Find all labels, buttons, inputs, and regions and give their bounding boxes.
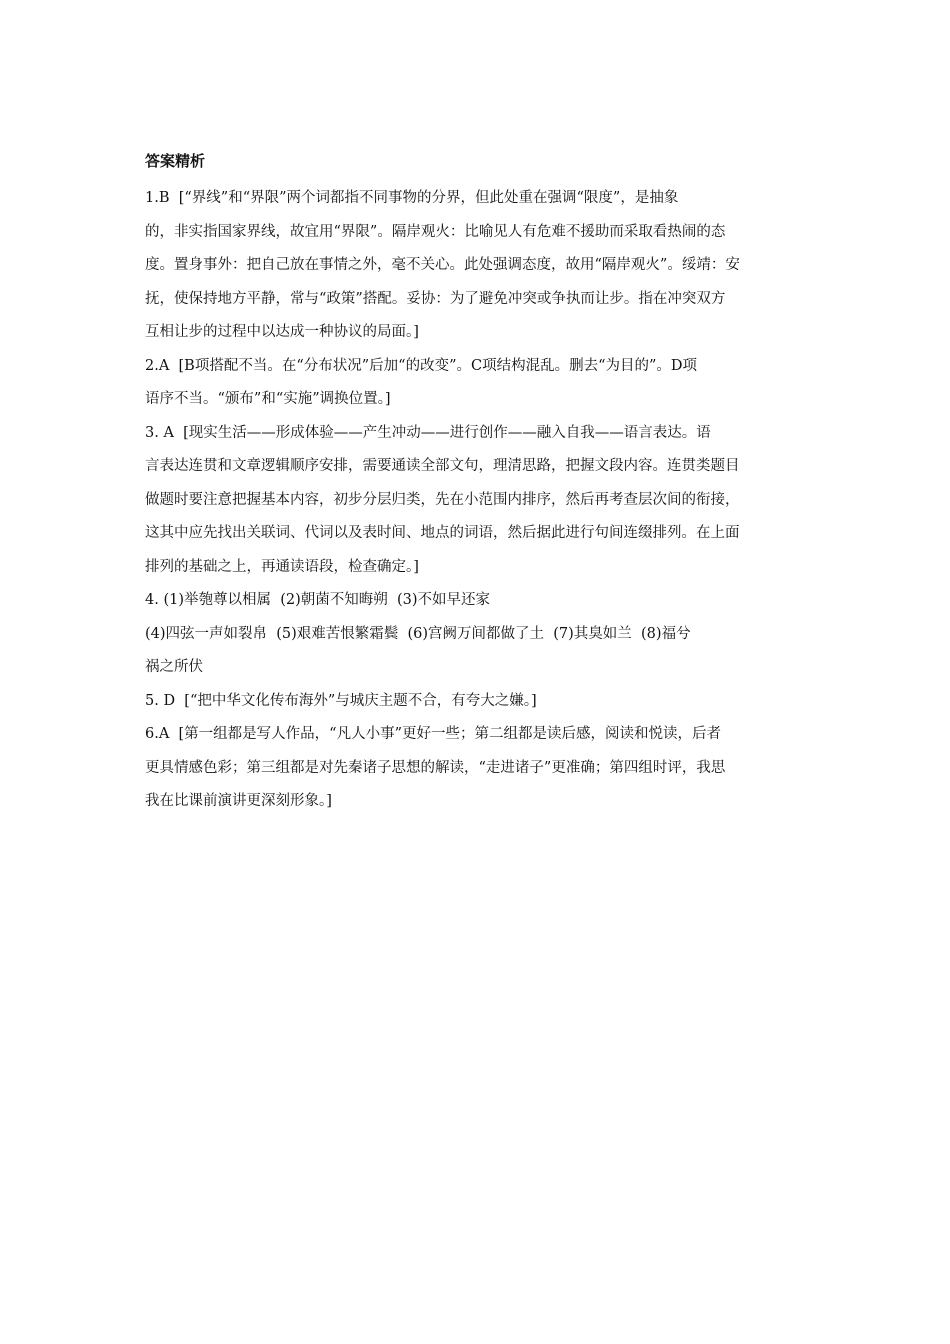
answer-line: 更具情感色彩；第三组都是对先秦诸子思想的解读，“走进诸子”更准确；第四组时评，我思 [145, 759, 726, 776]
answer-line: 3. A [现实生活——形成体验——产生冲动——进行创作——融入自我——语言表达。语 [145, 424, 711, 441]
answer-item-5 [145, 685, 807, 719]
answer-item-1 [145, 182, 807, 350]
answer-line: 做题时要注意把握基本内容，初步分层归类，先在小范围内排序，然后再考查层次间的衔接， [145, 491, 740, 508]
answer-line: 5. D [“把中华文化传布海外”与城庆主题不合，有夸大之嫌。] [145, 692, 537, 709]
answer-line: 1.B [“界线”和“界限”两个词都指不同事物的分界，但此处重在强调“限度”，是抽象 [145, 190, 679, 206]
answer-line: 4. (1)举匏尊以相属 (2)朝菌不知晦朔 (3)不如早还家 [145, 592, 490, 608]
answer-line: 我在比课前演讲更深刻形象。] [145, 793, 332, 809]
answer-line: 的，非实指国家界线，故宜用“界限”。隔岸观火：比喻见人有危难不援助而采取看热闹的态 [145, 223, 726, 240]
answer-line: 6.A [第一组都是写人作品，“凡人小事”更好一些；第二组都是读后感，阅读和悦读，后者 [145, 726, 722, 742]
answer-item-4 [145, 584, 807, 685]
answer-line: 这其中应先找出关联词、代词以及表时间、地点的词语，然后据此进行句间连缀排列。在上面 [145, 525, 740, 541]
answer-line: 祸之所伏 [145, 659, 203, 675]
answer-item-6 [145, 718, 807, 819]
answer-line: 互相让步的过程中以达成一种协议的局面。] [145, 324, 419, 340]
answer-analysis-section [145, 148, 807, 819]
answer-line: 排列的基础之上，再通读语段，检查确定。] [145, 558, 419, 575]
section-heading: 答案精析 [145, 152, 206, 170]
answer-line: 语序不当。“颁布”和“实施”调换位置。] [145, 391, 391, 407]
answer-line: 抚，使保持地方平静，常与“政策”搭配。妥协：为了避免冲突或争执而让步。指在冲突双方 [145, 290, 726, 307]
answer-line: (4)四弦一声如裂帛 (5)艰难苦恨繁霜鬓 (6)宫阙万间都做了土 (7)其臭如兰 (8)福兮 [145, 625, 691, 642]
answer-line: 2.A [B项搭配不当。在“分布状况”后加“的改变”。C项结构混乱。删去“为目的”。D项 [145, 357, 698, 374]
answer-item-2 [145, 350, 807, 417]
answer-line: 言表达连贯和文章逻辑顺序安排，需要通读全部文句，理清思路，把握文段内容。连贯类题目 [145, 458, 740, 474]
answer-item-3 [145, 417, 807, 585]
answer-line: 度。置身事外：把自己放在事情之外，毫不关心。此处强调态度，故用“隔岸观火”。绥靖：安 [145, 257, 740, 273]
